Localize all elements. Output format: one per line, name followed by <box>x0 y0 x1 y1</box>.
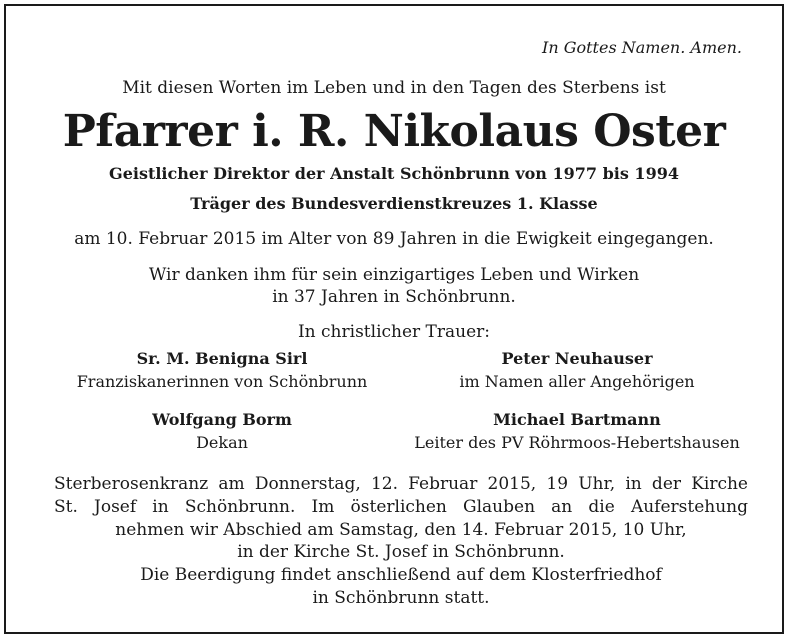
motto: In Gottes Namen. Amen. <box>542 38 742 57</box>
mourner-name: Wolfgang Borm <box>152 410 292 429</box>
service-details <box>54 473 748 610</box>
service-line: Sterberosenkranz am Donnerstag, 12. Februar 2015, 19 Uhr, in der Kirche <box>54 474 748 494</box>
deceased-name: Pfarrer i. R. Nikolaus Oster <box>62 106 726 157</box>
service-line: St. Josef in Schönbrunn. Im österlichen Glauben an die Auferstehung <box>54 496 748 517</box>
role-honor: Träger des Bundesverdienstkreuzes 1. Klasse <box>190 194 598 213</box>
mourner <box>42 349 402 391</box>
intro-line: Mit diesen Worten im Leben und in den Tagen des Sterbens ist <box>122 78 666 98</box>
mourner-name: Sr. M. Benigna Sirl <box>136 349 308 368</box>
mourning-heading: In christlicher Trauer: <box>297 322 491 342</box>
role-director: Geistlicher Direktor der Anstalt Schönbrunn von 1977 bis 1994 <box>109 164 679 183</box>
service-line: in der Kirche St. Josef in Schönbrunn. <box>237 542 565 563</box>
mourner-title: Franziskanerinnen von Schönbrunn <box>76 372 368 391</box>
mourner <box>402 410 752 452</box>
mourner <box>402 349 752 391</box>
mourner-name: Michael Bartmann <box>493 410 661 429</box>
service-line: nehmen wir Abschied am Samstag, den 14. Februar 2015, 10 Uhr, <box>115 519 687 540</box>
service-line: in Schönbrunn statt. <box>312 587 490 608</box>
thanks-line-1: Wir danken ihm für sein einzigartiges Leben und Wirken <box>148 265 640 285</box>
thanks-line-2: in 37 Jahren in Schönbrunn. <box>272 287 516 307</box>
mourner-title: Leiter des PV Röhrmoos-Hebertshausen <box>414 433 740 452</box>
service-line: Die Beerdigung findet anschließend auf dem Klosterfriedhof <box>140 565 662 586</box>
mourner <box>42 410 402 452</box>
mourner-title: Dekan <box>196 433 248 452</box>
notice-border <box>4 4 784 634</box>
death-line: am 10. Februar 2015 im Alter von 89 Jahren in die Ewigkeit eingegangen. <box>74 229 714 249</box>
mourner-name: Peter Neuhauser <box>501 349 653 368</box>
obituary-notice <box>6 6 782 632</box>
mourner-title: im Namen aller Angehörigen <box>459 372 695 391</box>
